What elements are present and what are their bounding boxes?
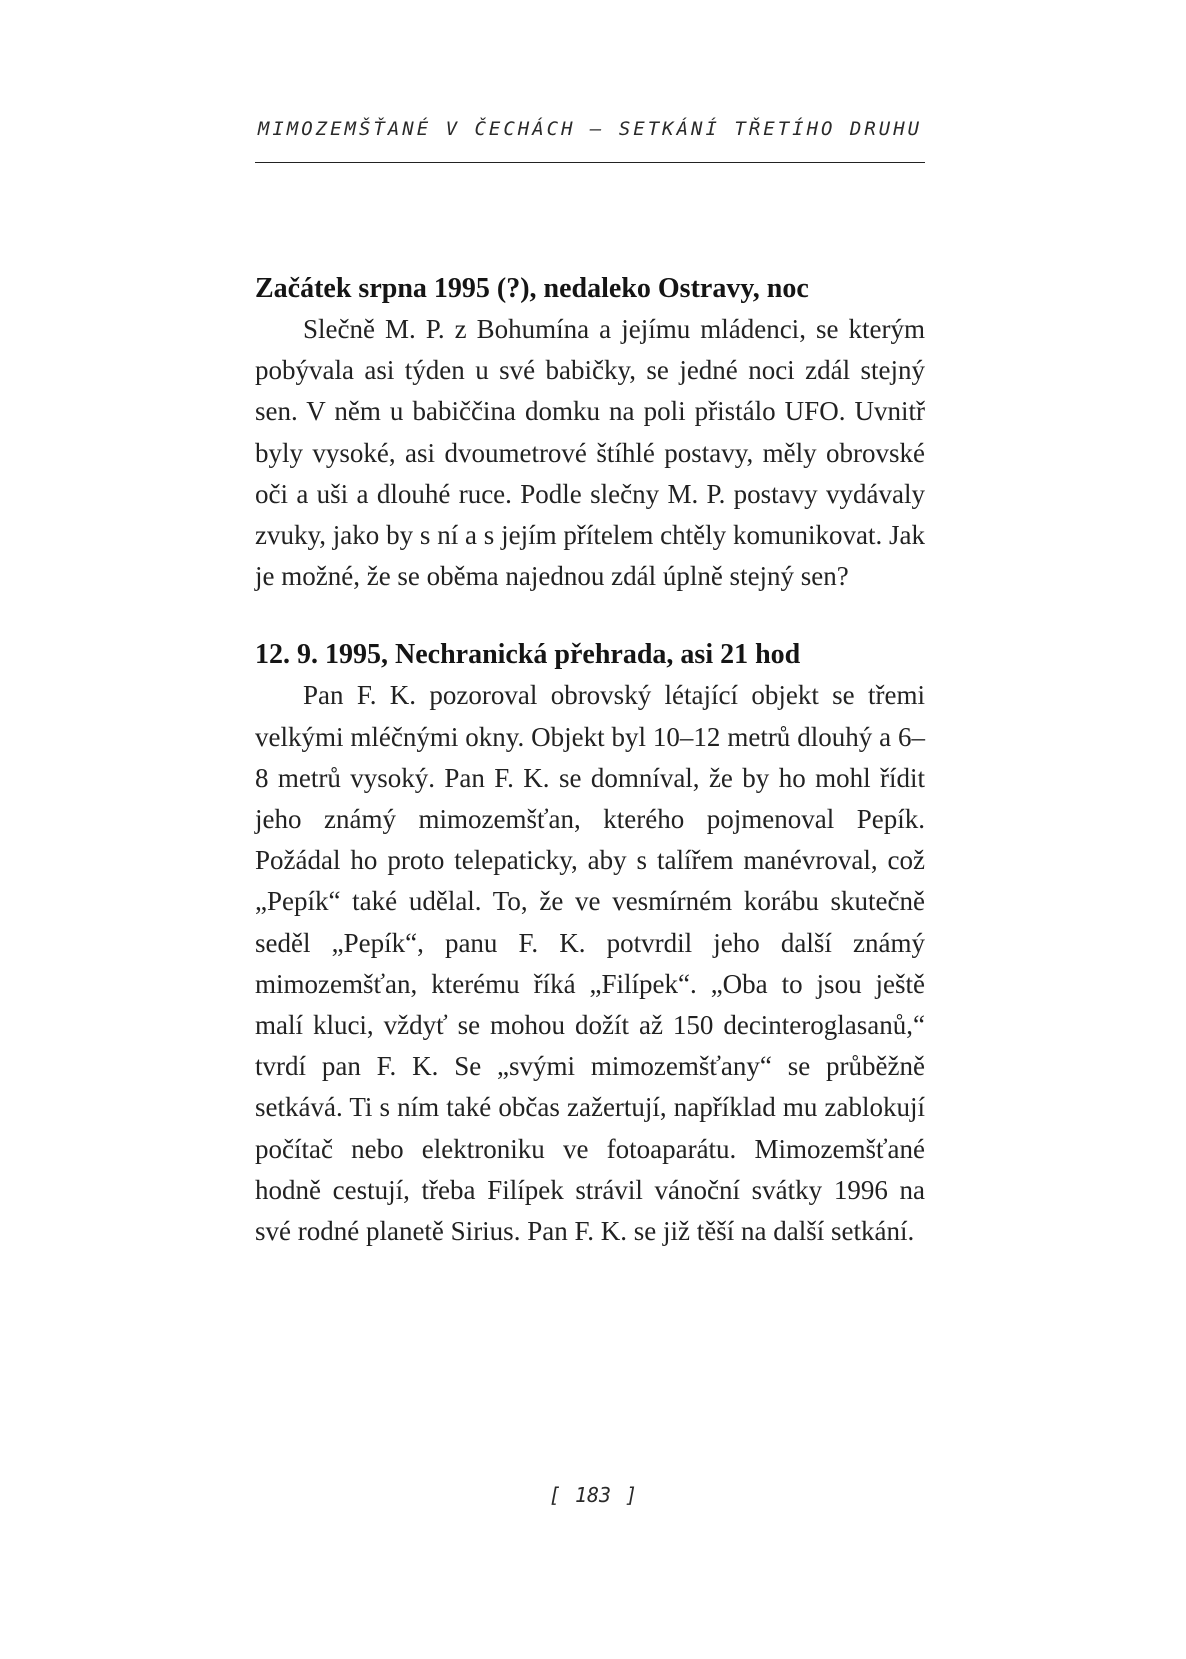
- entry-heading: 12. 9. 1995, Nechranická přehrada, asi 21 hod: [255, 639, 801, 671]
- folio-close-bracket: ]: [625, 1483, 638, 1507]
- page-number: [0, 1483, 1186, 1507]
- entry-heading: Začátek srpna 1995 (?), nedaleko Ostravy, noc: [255, 273, 809, 304]
- header-rule: [255, 162, 925, 163]
- page-content: [255, 268, 925, 1289]
- entry-ostrava: [255, 268, 925, 597]
- entry-body: Pan F. K. pozoroval obrovský létající objekt se třemi velkými mléčnými okny. Objekt byl 10–12 metrů dlouhý a 6–8 metrů vysoký. Pan F. K. se domníval, že by ho mohl řídit jeho známý mimozemšťan, kterého pojmenoval Pepík. Požádal ho proto telepaticky, aby s talířem manévroval, což „Pepík“ také udělal. To, že ve vesmírném korábu skutečně seděl „Pepík“, panu F. K. potvrdil jeho další známý mimozemšťan, kterému říká „Filípek“. „Oba to jsou ještě malí kluci, vždyť se mohou dožít až 150 decinteroglasanů,“ tvrdí pan F. K. Se „svými mimozemšťany“ se průběžně setkává. Ti s ním také občas zažertují, například mu zablokují počítač nebo elektroniku ve fotoaparátu. Mimozemšťané hodně cestují, třeba Filípek strávil vánoční svátky 1996 na své rodné planetě Sirius. Pan F. K. se již těší na další setkání.: [255, 680, 925, 1247]
- running-head: MIMOZEMŠŤANÉ V ČECHÁCH – SETKÁNÍ TŘETÍHO DRUHU: [257, 118, 923, 140]
- entry-body: Slečně M. P. z Bohumína a jejímu mládenci, se kterým pobývala asi týden u své babičky, se jedné noci zdál stejný sen. V něm u babiččina domku na poli přistálo UFO. Uvnitř byly vysoké, asi dvoumetrové štíhlé postavy, měly obrovské oči a uši a dlouhé ruce. Podle slečny M. P. postavy vydávaly zvuky, jako by s ní a s jejím přítelem chtěly komunikovat. Jak je možné, že se oběma najednou zdál úplně stejný sen?: [255, 314, 925, 592]
- folio-page: 183: [574, 1483, 612, 1507]
- folio-open-bracket: [: [548, 1483, 561, 1507]
- entry-nechranice: [255, 634, 925, 1252]
